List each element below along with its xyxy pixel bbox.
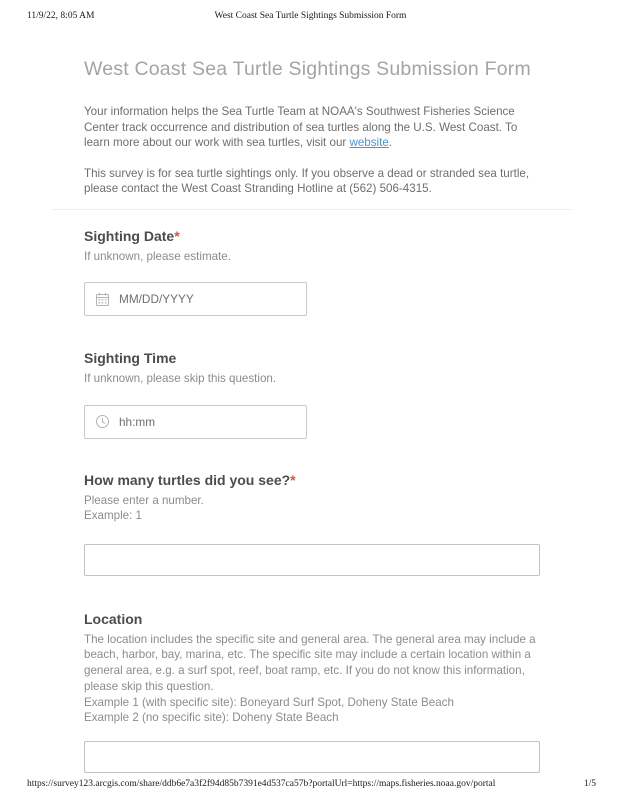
intro-text-after-link: . (388, 136, 393, 149)
turtle-count-label-text: How many turtles did you see? (84, 471, 291, 488)
sighting-date-label (84, 227, 540, 246)
print-footer (0, 779, 621, 793)
clock-icon (95, 414, 110, 429)
turtle-count-label (84, 471, 540, 490)
sighting-date-label-text: Sighting Date (84, 227, 175, 244)
question-sighting-date (84, 227, 540, 317)
question-turtle-count (84, 471, 540, 576)
sighting-time-input[interactable] (119, 415, 296, 429)
location-description: The location includes the specific site and general area. The general area may include a beach, harbor, bay, marina, etc. The specific site may include a certain location within a general area, e.g. a surf spot, reef, boat ramp, etc. If you do not know this information, please skip this question. (84, 632, 536, 693)
sighting-time-input-box[interactable] (84, 405, 307, 439)
sighting-date-input[interactable] (119, 292, 296, 306)
website-link[interactable]: website (349, 136, 389, 149)
location-example-1: Example 1 (with specific site): Boneyard Surf Spot, Doheny State Beach (84, 695, 454, 709)
intro-paragraph-1 (84, 104, 540, 151)
sighting-date-hint: If unknown, please estimate. (84, 249, 231, 263)
sighting-time-hint: If unknown, please skip this question. (84, 372, 277, 385)
sighting-time-label: Sighting Time (84, 350, 177, 366)
form-title: West Coast Sea Turtle Sightings Submission Form (84, 58, 531, 80)
print-footer-url: https://survey123.arcgis.com/share/ddb6e7a3f2f94d85b7391e4d537ca57b?portalUrl=https://maps.fisheries.noaa.gov/portal (27, 779, 496, 789)
intro-text-before-link: Your information helps the Sea Turtle Team at NOAA's Southwest Fisheries Science Center track occurrence and distribution of sea turtles along the U.S. West Coast. To learn more about our work with sea turtles, visit our (84, 105, 518, 149)
turtle-count-input[interactable] (84, 544, 540, 576)
turtle-count-hint-2: Example: 1 (84, 509, 142, 522)
print-doc-title: West Coast Sea Turtle Sightings Submission Form (214, 11, 407, 21)
section-divider (52, 209, 572, 210)
location-example-2: Example 2 (no specific site): Doheny State Beach (84, 711, 339, 725)
question-sighting-time (84, 349, 540, 439)
required-asterisk: * (174, 227, 180, 244)
intro-paragraph-2: This survey is for sea turtle sightings only. If you observe a dead or stranded sea turtle, please contact the West Coast Stranding Hotline at (562) 506-4315. (84, 166, 530, 195)
form-page (84, 0, 540, 773)
turtle-count-hint-1: Please enter a number. (84, 493, 204, 507)
location-label: Location (84, 610, 143, 627)
calendar-icon (95, 292, 110, 307)
print-page-indicator: 1/5 (583, 779, 596, 789)
location-input[interactable] (84, 741, 540, 773)
print-datetime: 11/9/22, 8:05 AM (27, 11, 95, 21)
required-asterisk: * (290, 471, 296, 488)
question-location (84, 610, 540, 774)
sighting-date-input-box[interactable] (84, 282, 307, 316)
